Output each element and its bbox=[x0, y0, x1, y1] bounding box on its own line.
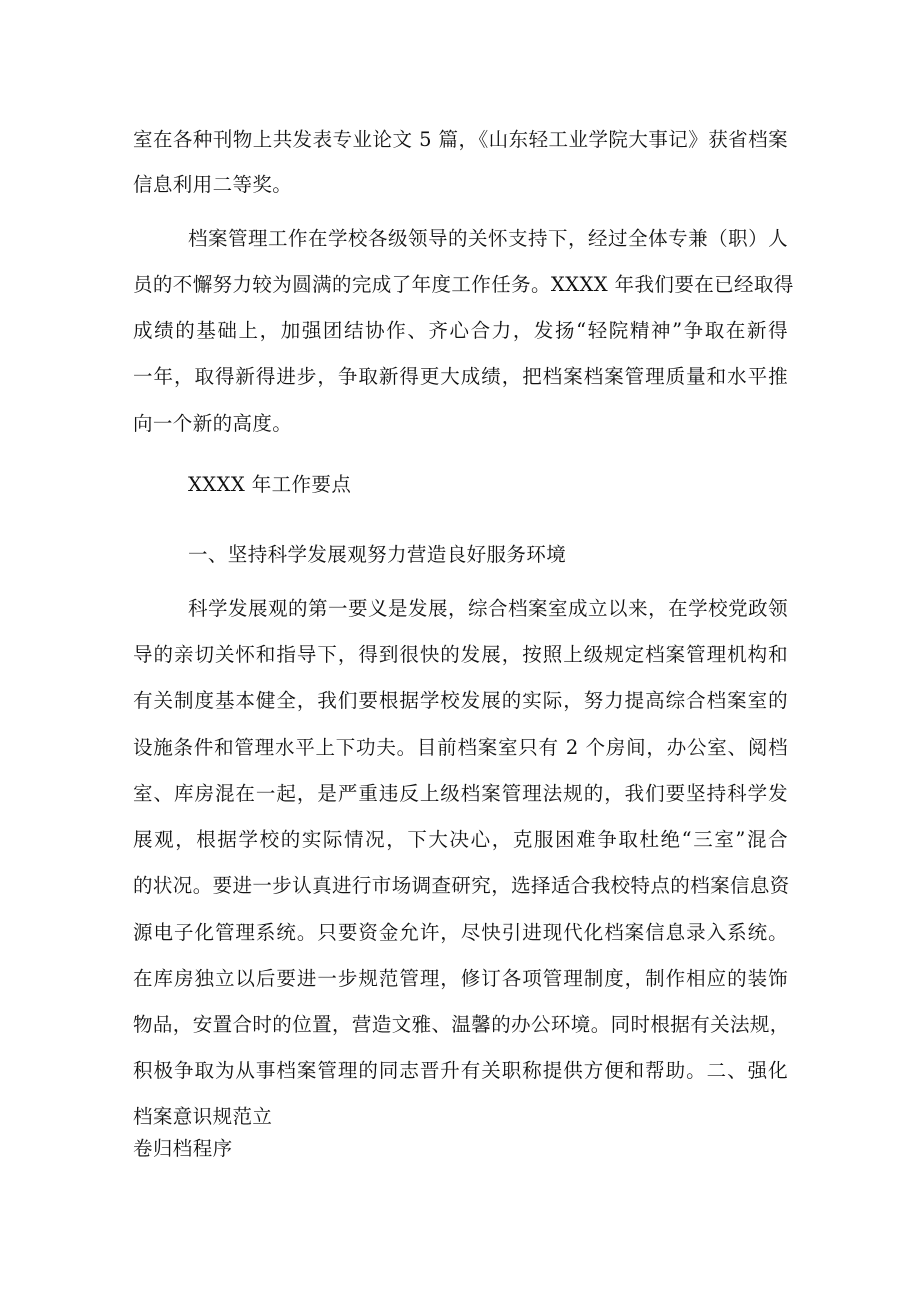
paragraph-line: 信息利用二等奖。 bbox=[133, 173, 293, 196]
section-heading: 一、坚持科学发展观努力营造良好服务环境 bbox=[188, 543, 567, 566]
paragraph-line: 展观，根据学校的实际情况，下大决心，克服困难争取杜绝“三室”混合 bbox=[133, 828, 788, 851]
paragraph-line: 档案管理工作在学校各级领导的关怀支持下，经过全体专兼（职）人 bbox=[188, 227, 788, 250]
paragraph-line: 的状况。要进一步认真进行市场调查研究，选择适合我校特点的档案信息资 bbox=[133, 874, 790, 897]
paragraph-line: 卷归档程序 bbox=[133, 1137, 233, 1160]
paragraph-line: 导的亲切关怀和指导下，得到很快的发展，按照上级规定档案管理机构和 bbox=[133, 643, 788, 666]
paragraph-line: 一年，取得新得进步，争取新得更大成绩，把档案档案管理质量和水平推 bbox=[133, 365, 788, 388]
paragraph-line: 源电子化管理系统。只要资金允许，尽快引进现代化档案信息录入系统。 bbox=[133, 921, 788, 944]
paragraph-line: 室在各种刊物上共发表专业论文 5 篇，《山东轻工业学院大事记》获省档案 bbox=[133, 128, 788, 151]
paragraph-line: 科学发展观的第一要义是发展，综合档案室成立以来，在学校党政领 bbox=[188, 597, 788, 620]
paragraph-line: 设施条件和管理水平上下功夫。目前档案室只有 2 个房间，办公室、阅档 bbox=[133, 736, 788, 759]
section-heading: XXXX 年工作要点 bbox=[188, 473, 352, 496]
paragraph-line: 物品，安置合时的位置，营造文雅、温馨的办公环境。同时根据有关法规， bbox=[133, 1013, 790, 1036]
paragraph-line: 室、库房混在一起，是严重违反上级档案管理法规的，我们要坚持科学发 bbox=[133, 782, 788, 805]
paragraph-line: 成绩的基础上，加强团结协作、齐心合力，发扬“轻院精神”争取在新得 bbox=[133, 319, 788, 342]
paragraph-line: 档案意识规范立 bbox=[133, 1105, 273, 1128]
paragraph-line: 在库房独立以后要进一步规范管理，修订各项管理制度，制作相应的装饰 bbox=[133, 967, 788, 990]
paragraph-line: 有关制度基本健全，我们要根据学校发展的实际，努力提高综合档案室的 bbox=[133, 689, 788, 712]
paragraph-line: 积极争取为从事档案管理的同志晋升有关职称提供方便和帮助。二、强化 bbox=[133, 1059, 788, 1082]
paragraph-line: 员的不懈努力较为圆满的完成了年度工作任务。XXXX 年我们要在已经取得 bbox=[133, 273, 794, 296]
paragraph-line: 向一个新的高度。 bbox=[133, 412, 293, 435]
